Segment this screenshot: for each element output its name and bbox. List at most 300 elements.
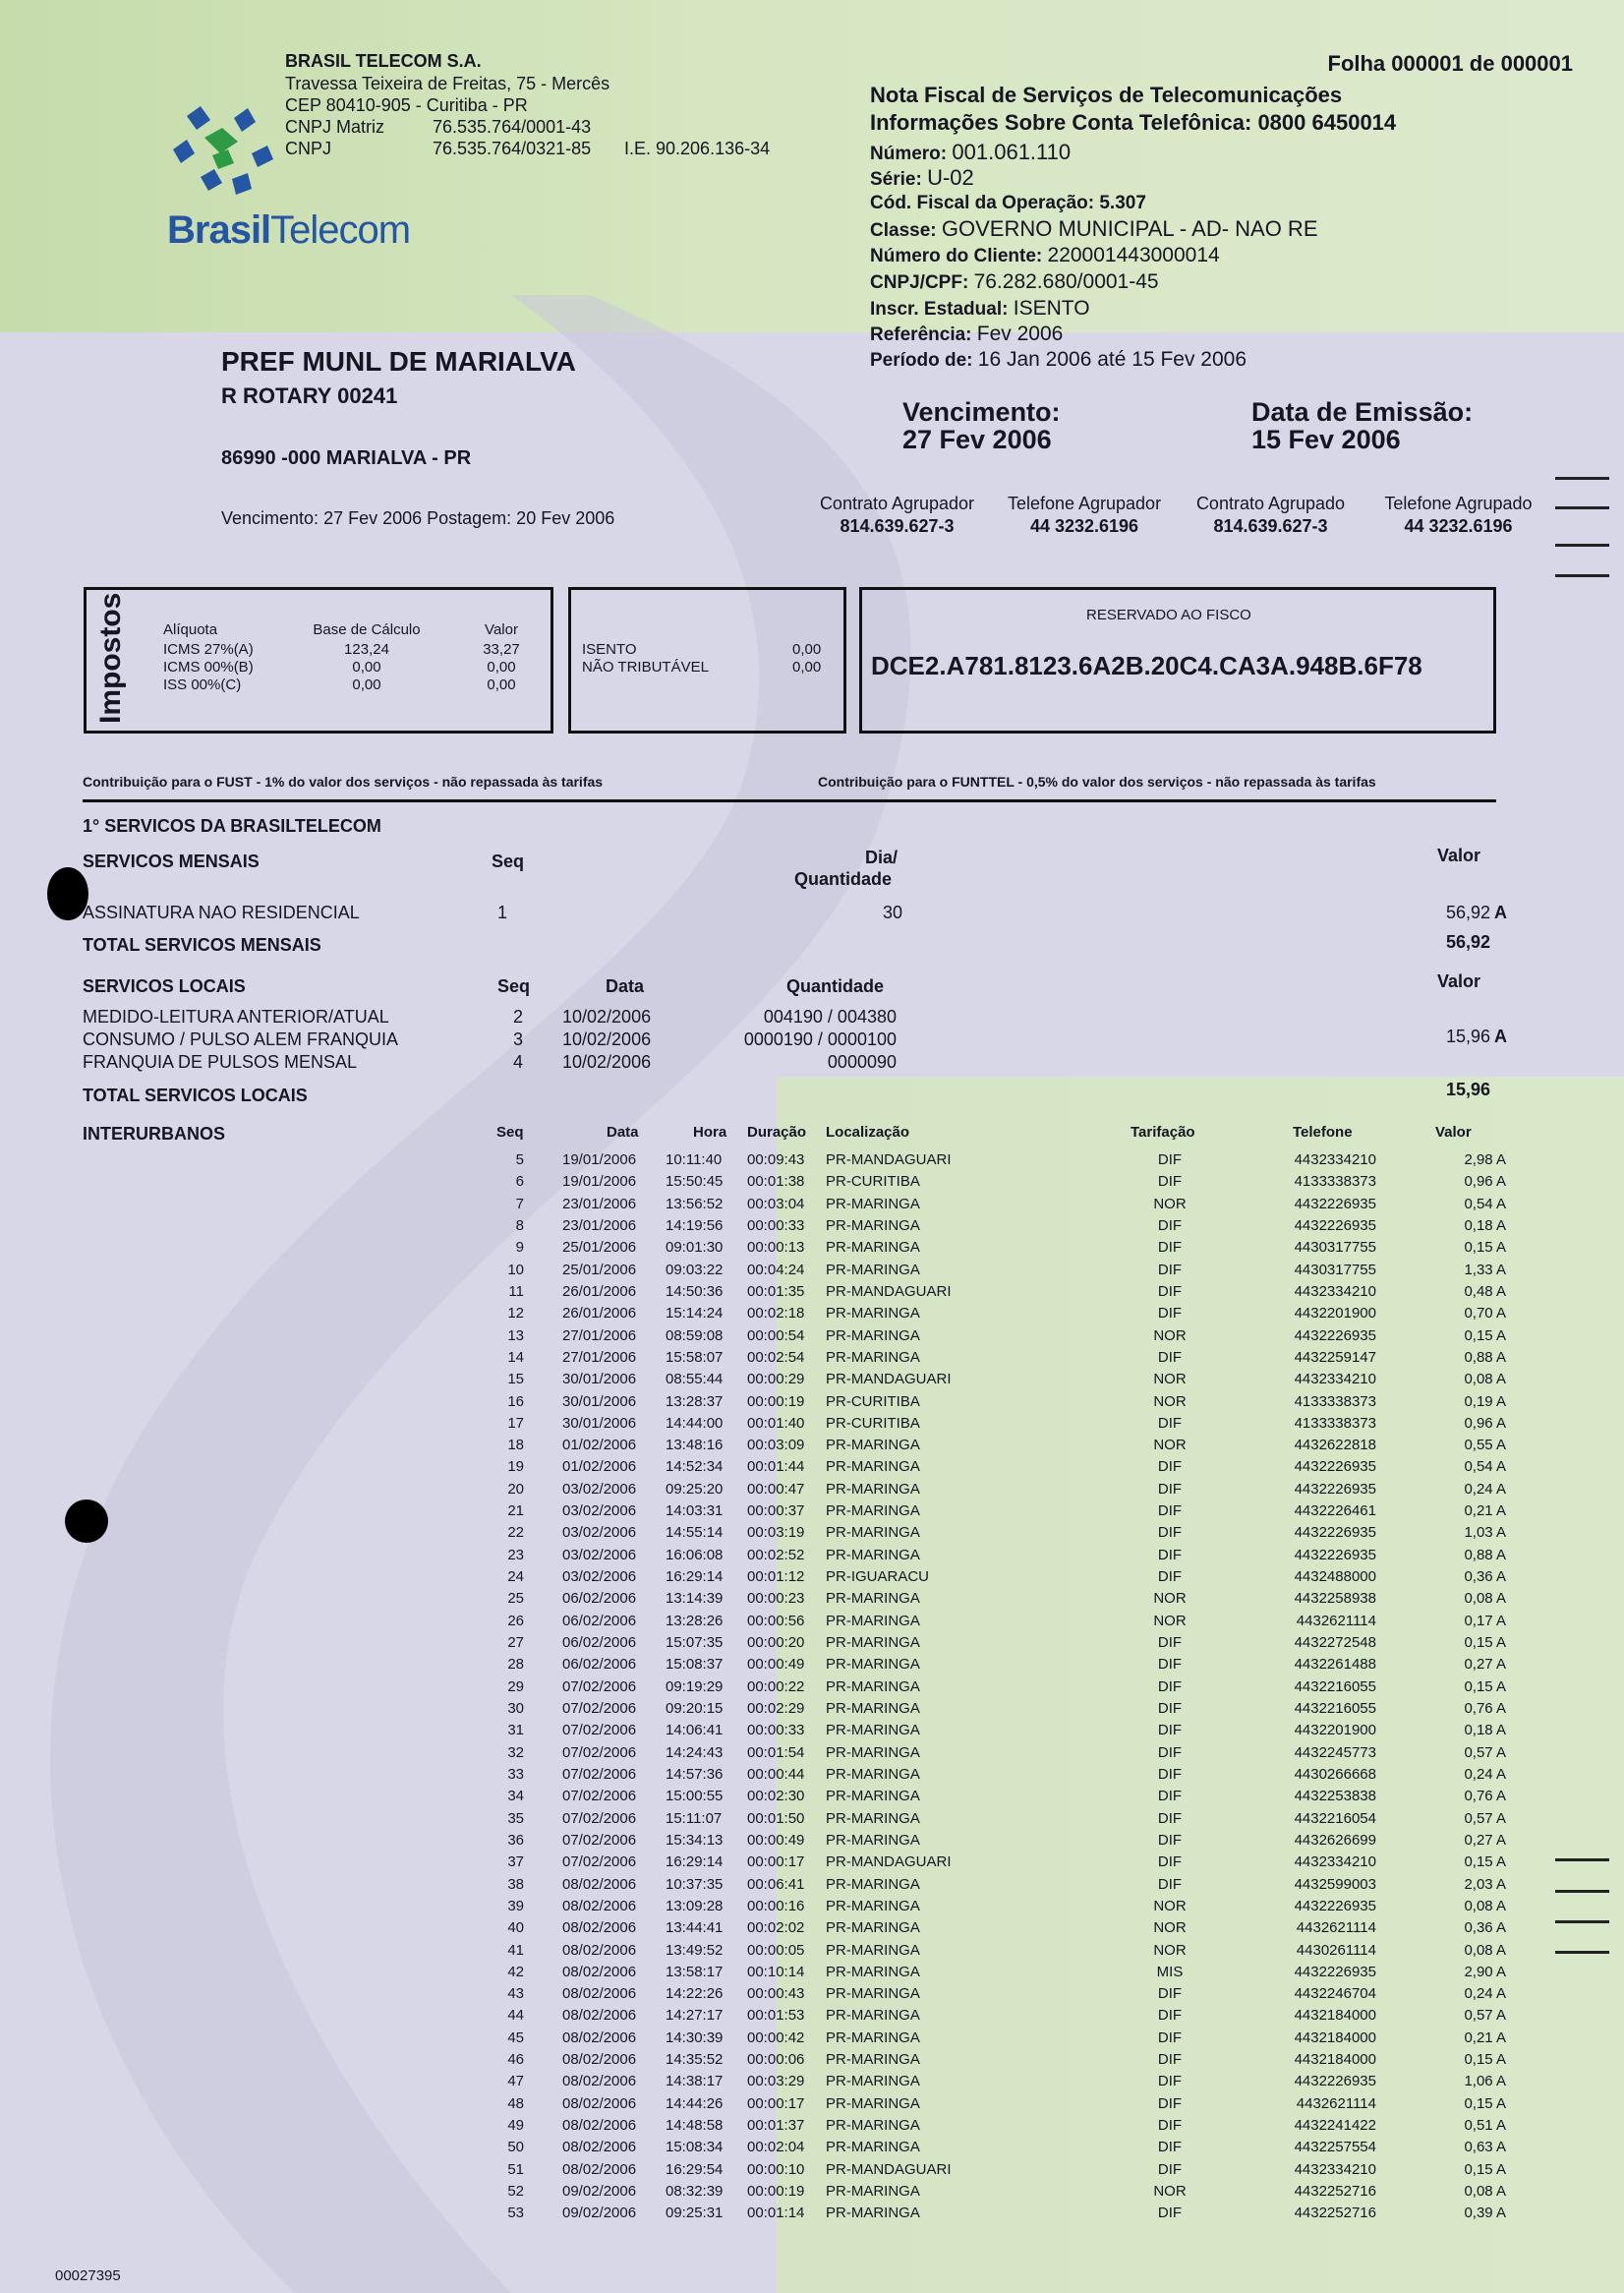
call-phone: 4432622818 [1294, 1437, 1376, 1454]
table-row [0, 2029, 1624, 2051]
call-time: 15:14:24 [666, 1305, 724, 1323]
call-date: 27/01/2006 [562, 1326, 637, 1344]
call-phone: 4432246704 [1294, 1985, 1376, 2003]
call-location: PR-MARINGA [826, 2073, 920, 2090]
call-seq: 36 [507, 1831, 524, 1849]
field-label-cliente: Número do Cliente: [870, 246, 1043, 266]
call-tariff: DIF [1157, 1788, 1183, 1805]
mensais-valor-header: Valor [1437, 846, 1481, 865]
call-time: 16:29:54 [666, 2160, 724, 2178]
call-value: 0,48 A [1464, 1282, 1506, 1300]
table-row [0, 1766, 1624, 1788]
call-date: 07/02/2006 [562, 1677, 637, 1695]
call-seq: 25 [507, 1590, 524, 1608]
call-phone: 4432216055 [1294, 1700, 1376, 1717]
call-time: 13:48:16 [666, 1437, 724, 1454]
mensais-item-value: 56,92 [1445, 903, 1490, 922]
call-date: 08/02/2006 [562, 2117, 637, 2135]
call-seq: 8 [515, 1216, 524, 1234]
call-time: 13:58:17 [666, 1963, 724, 1980]
isento-label: ISENTO [582, 641, 637, 658]
call-location: PR-CURITIBA [826, 1392, 920, 1410]
call-duration: 00:01:12 [747, 1568, 805, 1586]
locais-item-qtd: 004190 / 004380 [763, 1007, 897, 1027]
field-value-classe: GOVERNO MUNICIPAL - AD- NAO RE [941, 216, 1318, 241]
call-phone: 4432261488 [1294, 1656, 1376, 1674]
margin-tick [1555, 506, 1609, 509]
locais-item-qtd: 0000090 [827, 1052, 897, 1072]
call-date: 06/02/2006 [562, 1634, 637, 1652]
call-phone: 4432252716 [1294, 2183, 1376, 2201]
table-row [0, 1700, 1624, 1722]
locais-item-desc: FRANQUIA DE PULSOS MENSAL [83, 1052, 358, 1072]
call-date: 08/02/2006 [562, 1897, 637, 1914]
call-seq: 34 [507, 1788, 524, 1805]
call-duration: 00:01:50 [747, 1809, 805, 1827]
call-location: PR-MARINGA [826, 2051, 920, 2069]
call-location: PR-MARINGA [826, 1722, 920, 1739]
mensais-quant-header: Quantidade [794, 869, 893, 889]
call-duration: 00:00:17 [747, 2094, 805, 2112]
call-date: 19/01/2006 [562, 1173, 637, 1191]
call-duration: 00:00:49 [747, 1831, 805, 1849]
call-value: 0,24 A [1464, 1765, 1506, 1783]
call-seq: 13 [507, 1326, 524, 1344]
call-time: 16:29:14 [666, 1853, 724, 1871]
call-phone: 4432252716 [1294, 2205, 1376, 2222]
call-value: 0,08 A [1464, 1941, 1506, 1959]
call-time: 15:00:55 [666, 1788, 724, 1805]
call-seq: 42 [507, 1963, 524, 1980]
call-date: 30/01/2006 [562, 1414, 637, 1432]
call-seq: 22 [507, 1524, 524, 1542]
call-seq: 50 [507, 2139, 524, 2156]
table-row [0, 2095, 1624, 2117]
call-seq: 14 [507, 1348, 524, 1366]
locais-title: SERVICOS LOCAIS [83, 976, 246, 996]
call-value: 0,24 A [1464, 1480, 1506, 1498]
fisco-code: DCE2.A781.8123.6A2B.20C4.CA3A.948B.6F78 [871, 651, 1422, 680]
call-location: PR-MARINGA [826, 1700, 920, 1717]
margin-tick [1555, 1858, 1609, 1861]
field-label-cfop: Cód. Fiscal da Operação: [870, 193, 1095, 213]
call-value: 0,27 A [1464, 1656, 1506, 1674]
call-value: 0,15 A [1464, 1239, 1506, 1257]
call-time: 14:52:34 [666, 1458, 724, 1476]
table-row [0, 1919, 1624, 1941]
call-phone: 4432226935 [1294, 1963, 1376, 1980]
call-phone: 4432334210 [1294, 2160, 1376, 2178]
mensais-item-flag: A [1494, 903, 1507, 922]
call-phone: 4430266668 [1294, 1765, 1376, 1783]
call-time: 13:09:28 [666, 1897, 724, 1914]
call-value: 0,15 A [1464, 2160, 1506, 2178]
call-phone: 4432334210 [1294, 1282, 1376, 1300]
call-date: 08/02/2006 [562, 1963, 637, 1980]
call-time: 16:06:08 [666, 1546, 724, 1563]
call-date: 01/02/2006 [562, 1458, 637, 1476]
call-duration: 00:02:29 [747, 1700, 805, 1717]
call-duration: 00:00:19 [747, 2183, 805, 2201]
locais-flag: A [1494, 1027, 1507, 1046]
table-row [0, 1437, 1624, 1458]
call-seq: 31 [507, 1722, 524, 1739]
call-date: 07/02/2006 [562, 1831, 637, 1849]
table-row [0, 1568, 1624, 1590]
valor-icms-b: 0,00 [487, 659, 516, 676]
call-phone: 4432257554 [1294, 2139, 1376, 2156]
call-duration: 00:02:30 [747, 1788, 805, 1805]
call-phone: 4432216054 [1294, 1809, 1376, 1827]
cnpj-matriz-label: CNPJ Matriz [285, 117, 385, 137]
call-location: PR-MARINGA [826, 1634, 920, 1652]
call-time: 16:29:14 [666, 1568, 724, 1586]
call-tariff: DIF [1157, 2051, 1183, 2069]
call-tariff: DIF [1157, 2205, 1183, 2222]
call-value: 0,15 A [1464, 1634, 1506, 1652]
call-duration: 00:00:56 [747, 1612, 805, 1629]
call-date: 08/02/2006 [562, 2139, 637, 2156]
call-value: 1,06 A [1464, 2073, 1506, 2090]
call-tariff: DIF [1157, 1151, 1183, 1168]
table-row [0, 1853, 1624, 1875]
call-tariff: DIF [1157, 1700, 1183, 1717]
mensais-title: SERVICOS MENSAIS [83, 852, 260, 871]
call-date: 19/01/2006 [562, 1151, 637, 1168]
call-date: 07/02/2006 [562, 1700, 637, 1717]
call-value: 0,18 A [1464, 1722, 1506, 1739]
call-date: 08/02/2006 [562, 2094, 637, 2112]
call-phone: 4432334210 [1294, 1853, 1376, 1871]
table-row [0, 1832, 1624, 1853]
call-location: PR-MARINGA [826, 1897, 920, 1914]
call-date: 08/02/2006 [562, 1941, 637, 1959]
table-row [0, 1678, 1624, 1700]
company-name: BRASIL TELECOM S.A. [285, 51, 482, 71]
table-row [0, 1481, 1624, 1502]
locais-item-seq: 3 [513, 1029, 524, 1049]
call-seq: 27 [507, 1634, 524, 1652]
call-date: 08/02/2006 [562, 1985, 637, 2003]
due-date-label: Vencimento: [902, 397, 1061, 427]
table-row [0, 1327, 1624, 1349]
telefone-agrupador-label: Telefone Agrupador [1007, 494, 1162, 513]
table-row [0, 1393, 1624, 1415]
call-value: 0,63 A [1464, 2139, 1506, 2156]
ie-value: I.E. 90.206.136-34 [624, 139, 771, 158]
table-row [0, 1283, 1624, 1305]
call-location: PR-MARINGA [826, 2117, 920, 2135]
aliquota-iss: ISS 00%(C) [163, 676, 242, 693]
call-location: PR-MARINGA [826, 1809, 920, 1827]
call-time: 14:50:36 [666, 1282, 724, 1300]
call-date: 07/02/2006 [562, 1765, 637, 1783]
call-tariff: DIF [1157, 1524, 1183, 1542]
field-value-cfop: 5.307 [1099, 193, 1146, 213]
call-duration: 00:00:13 [747, 1239, 805, 1257]
valor-iss: 0,00 [487, 676, 516, 693]
call-time: 09:03:22 [666, 1261, 724, 1278]
table-row [0, 1305, 1624, 1326]
interurbanos-title: INTERURBANOS [83, 1124, 226, 1144]
call-tariff: NOR [1153, 1437, 1187, 1454]
call-time: 13:44:41 [666, 1919, 724, 1937]
field-value-referencia: Fev 2006 [976, 323, 1064, 345]
call-date: 09/02/2006 [562, 2183, 637, 2201]
call-time: 14:44:00 [666, 1414, 724, 1432]
call-location: PR-MARINGA [826, 1590, 920, 1608]
call-seq: 16 [507, 1392, 524, 1410]
call-location: PR-MANDAGUARI [826, 1371, 952, 1388]
call-duration: 00:00:05 [747, 1941, 805, 1959]
call-location: PR-MARINGA [826, 1216, 920, 1234]
call-seq: 23 [507, 1546, 524, 1563]
call-phone: 4432226935 [1294, 1195, 1376, 1212]
call-date: 08/02/2006 [562, 2160, 637, 2178]
call-duration: 00:01:40 [747, 1414, 805, 1432]
call-value: 0,57 A [1464, 2007, 1506, 2025]
call-date: 06/02/2006 [562, 1590, 637, 1608]
call-seq: 45 [507, 2028, 524, 2046]
call-time: 10:37:35 [666, 1875, 724, 1893]
call-date: 25/01/2006 [562, 1239, 637, 1257]
call-seq: 9 [515, 1239, 524, 1257]
call-date: 08/02/2006 [562, 2007, 637, 2025]
call-seq: 40 [507, 1919, 524, 1937]
call-seq: 28 [507, 1656, 524, 1674]
call-phone: 4432621114 [1296, 1612, 1376, 1629]
table-row [0, 2205, 1624, 2226]
call-location: PR-MANDAGUARI [826, 2160, 952, 2178]
call-tariff: DIF [1157, 1414, 1183, 1432]
table-row [0, 1415, 1624, 1437]
punch-hole [47, 867, 88, 920]
call-value: 0,88 A [1464, 1546, 1506, 1563]
call-tariff: DIF [1157, 2160, 1183, 2178]
call-phone: 4432334210 [1294, 1371, 1376, 1388]
issue-date-value: 15 Fev 2006 [1251, 425, 1401, 454]
locais-item-seq: 4 [513, 1052, 524, 1072]
call-phone: 4432201900 [1294, 1305, 1376, 1323]
call-date: 08/02/2006 [562, 2051, 637, 2069]
call-phone: 4432226935 [1294, 1326, 1376, 1344]
table-row [0, 2073, 1624, 2094]
call-tariff: DIF [1157, 1743, 1183, 1761]
call-location: PR-MARINGA [826, 1677, 920, 1695]
impostos-label: Impostos [94, 592, 127, 724]
call-location: PR-MARINGA [826, 1831, 920, 1849]
call-location: PR-MARINGA [826, 1261, 920, 1278]
call-seq: 33 [507, 1765, 524, 1783]
call-tariff: MIS [1156, 1963, 1184, 1980]
call-location: PR-MARINGA [826, 1239, 920, 1257]
header-duracao: Duração [747, 1124, 807, 1141]
call-tariff: DIF [1157, 2094, 1183, 2112]
call-duration: 00:00:06 [747, 2051, 805, 2069]
call-value: 2,98 A [1464, 1151, 1506, 1168]
call-date: 07/02/2006 [562, 1809, 637, 1827]
call-time: 15:50:45 [666, 1173, 724, 1191]
call-tariff: DIF [1157, 2117, 1183, 2135]
call-tariff: DIF [1157, 1282, 1183, 1300]
call-time: 08:59:08 [666, 1326, 724, 1344]
call-location: PR-MARINGA [826, 1437, 920, 1454]
call-value: 0,55 A [1464, 1437, 1506, 1454]
call-date: 07/02/2006 [562, 1853, 637, 1871]
header-localizacao: Localização [826, 1124, 910, 1141]
call-value: 0,17 A [1464, 1612, 1506, 1629]
call-date: 26/01/2006 [562, 1305, 637, 1323]
field-label-periodo: Período de: [870, 350, 973, 371]
table-row [0, 1985, 1624, 2007]
margin-tick [1555, 1920, 1609, 1923]
call-tariff: DIF [1157, 1261, 1183, 1278]
call-tariff: DIF [1157, 1831, 1183, 1849]
call-phone: 4432245773 [1294, 1743, 1376, 1761]
call-tariff: DIF [1157, 1480, 1183, 1498]
call-phone: 4432226935 [1294, 2073, 1376, 2090]
call-date: 06/02/2006 [562, 1656, 637, 1674]
call-duration: 00:00:17 [747, 1853, 805, 1871]
call-value: 0,15 A [1464, 1326, 1506, 1344]
call-time: 14:35:52 [666, 2051, 724, 2069]
call-time: 13:28:26 [666, 1612, 724, 1629]
call-seq: 19 [507, 1458, 524, 1476]
call-duration: 00:03:29 [747, 2073, 805, 2090]
call-tariff: NOR [1153, 1897, 1187, 1914]
call-phone: 4432621114 [1296, 2094, 1376, 2112]
call-phone: 4432226461 [1294, 1502, 1376, 1520]
header-data: Data [607, 1124, 639, 1141]
table-row [0, 1656, 1624, 1677]
call-value: 0,57 A [1464, 1809, 1506, 1827]
call-location: PR-MARINGA [826, 1941, 920, 1959]
call-time: 08:55:44 [666, 1371, 724, 1388]
table-row [0, 1173, 1624, 1195]
call-duration: 00:02:04 [747, 2139, 805, 2156]
call-tariff: DIF [1157, 2073, 1183, 2090]
call-time: 14:27:17 [666, 2007, 724, 2025]
call-duration: 00:01:14 [747, 2205, 805, 2222]
call-phone: 4432334210 [1294, 1151, 1376, 1168]
call-time: 14:57:36 [666, 1765, 724, 1783]
call-time: 09:20:15 [666, 1700, 724, 1717]
locais-data-header: Data [606, 976, 645, 996]
locais-quant-header: Quantidade [786, 976, 885, 996]
call-seq: 44 [507, 2007, 524, 2025]
mensais-item-seq: 1 [497, 903, 508, 922]
call-duration: 00:06:41 [747, 1875, 805, 1893]
due-date-value: 27 Fev 2006 [902, 425, 1052, 454]
call-duration: 00:01:38 [747, 1173, 805, 1191]
base-icms-b: 0,00 [352, 659, 381, 676]
call-duration: 00:02:52 [747, 1546, 805, 1563]
call-time: 15:11:07 [666, 1809, 723, 1827]
call-value: 0,76 A [1464, 1700, 1506, 1717]
call-tariff: NOR [1153, 1941, 1187, 1959]
call-duration: 00:00:19 [747, 1392, 805, 1410]
call-value: 0,27 A [1464, 1831, 1506, 1849]
call-duration: 00:02:02 [747, 1919, 805, 1937]
call-location: PR-MARINGA [826, 2183, 920, 2201]
table-row [0, 1458, 1624, 1480]
call-seq: 24 [507, 1568, 524, 1586]
call-time: 14:06:41 [666, 1722, 724, 1739]
margin-tick [1555, 1890, 1609, 1893]
call-time: 09:19:29 [666, 1677, 724, 1695]
call-time: 15:58:07 [666, 1348, 724, 1366]
call-date: 03/02/2006 [562, 1568, 637, 1586]
field-value-serie: U-02 [927, 165, 974, 190]
table-row [0, 1217, 1624, 1239]
call-time: 08:32:39 [666, 2183, 724, 2201]
table-row [0, 1964, 1624, 1985]
page-counter: Folha 000001 de 000001 [1327, 51, 1573, 76]
call-tariff: NOR [1153, 1326, 1187, 1344]
call-value: 0,19 A [1464, 1392, 1506, 1410]
call-tariff: DIF [1157, 1502, 1183, 1520]
call-location: PR-MARINGA [826, 1985, 920, 2003]
call-value: 0,76 A [1464, 1788, 1506, 1805]
call-phone: 4432258938 [1294, 1590, 1376, 1608]
call-location: PR-MARINGA [826, 1656, 920, 1674]
call-location: PR-MARINGA [826, 1546, 920, 1563]
locais-total-label: TOTAL SERVICOS LOCAIS [83, 1086, 308, 1105]
interurbanos-header-row [0, 1124, 1624, 1146]
table-row [0, 1613, 1624, 1634]
call-phone: 4133338373 [1294, 1173, 1376, 1191]
call-seq: 18 [507, 1437, 524, 1454]
aliquota-header: Alíquota [163, 621, 218, 638]
call-phone: 4133338373 [1294, 1414, 1376, 1432]
section-divider [83, 799, 1496, 802]
contrato-agrupado-value: 814.639.627-3 [1213, 516, 1328, 536]
section-title: 1° SERVICOS DA BRASILTELECOM [83, 816, 381, 836]
call-duration: 00:01:37 [747, 2117, 805, 2135]
cnpj-matriz-value: 76.535.764/0001-43 [433, 117, 592, 137]
call-phone: 4432272548 [1294, 1634, 1376, 1652]
call-date: 30/01/2006 [562, 1371, 637, 1388]
call-location: PR-MARINGA [826, 1612, 920, 1629]
table-row [0, 1898, 1624, 1919]
customer-street: R ROTARY 00241 [221, 383, 398, 408]
call-tariff: DIF [1157, 1239, 1183, 1257]
call-phone: 4432488000 [1294, 1568, 1376, 1586]
mensais-item-desc: ASSINATURA NAO RESIDENCIAL [83, 903, 360, 922]
call-tariff: DIF [1157, 2007, 1183, 2025]
call-tariff: DIF [1157, 1634, 1183, 1652]
call-tariff: DIF [1157, 1546, 1183, 1563]
call-time: 14:19:56 [666, 1216, 724, 1234]
cnpj-label: CNPJ [285, 139, 332, 158]
table-row [0, 1196, 1624, 1217]
call-seq: 26 [507, 1612, 524, 1629]
call-duration: 00:00:16 [747, 1897, 805, 1914]
call-date: 07/02/2006 [562, 1788, 637, 1805]
call-duration: 00:00:43 [747, 1985, 805, 2003]
call-location: PR-MARINGA [826, 1195, 920, 1212]
invoice-title: Nota Fiscal de Serviços de Telecomunicações [870, 83, 1343, 107]
call-seq: 35 [507, 1809, 524, 1827]
call-value: 0,21 A [1464, 1502, 1506, 1520]
telefone-agrupador-value: 44 3232.6196 [1029, 516, 1139, 536]
call-time: 14:44:26 [666, 2094, 724, 2112]
call-date: 03/02/2006 [562, 1546, 637, 1563]
call-time: 15:08:34 [666, 2139, 724, 2156]
call-location: PR-MARINGA [826, 1765, 920, 1783]
call-location: PR-MARINGA [826, 1502, 920, 1520]
field-label-serie: Série: [870, 169, 922, 190]
